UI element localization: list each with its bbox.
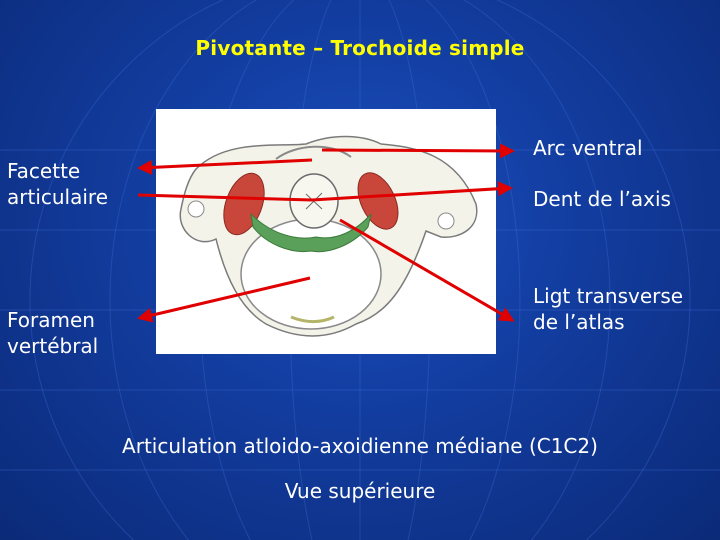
label-foramen-vertebral: Foramen vertébral (7, 308, 99, 358)
label-arc-ventral: Arc ventral (533, 136, 643, 160)
atlas-axis-figure (156, 109, 496, 354)
label-facette-articulaire: Facette articulaire (7, 159, 109, 209)
left-transverse-foramen (188, 201, 204, 217)
caption-sub: Vue supérieure (284, 479, 436, 503)
right-transverse-foramen (438, 213, 454, 229)
slide-title: Pivotante – Trochoide simple (195, 36, 525, 60)
label-dent-axis: Dent de l’axis (533, 187, 671, 211)
caption-main: Articulation atloido-axoidienne médiane (C1C2) (122, 434, 598, 458)
atlas-axis-drawing (156, 109, 496, 354)
label-ligt-transverse: Ligt transverse de l’atlas (533, 284, 684, 334)
